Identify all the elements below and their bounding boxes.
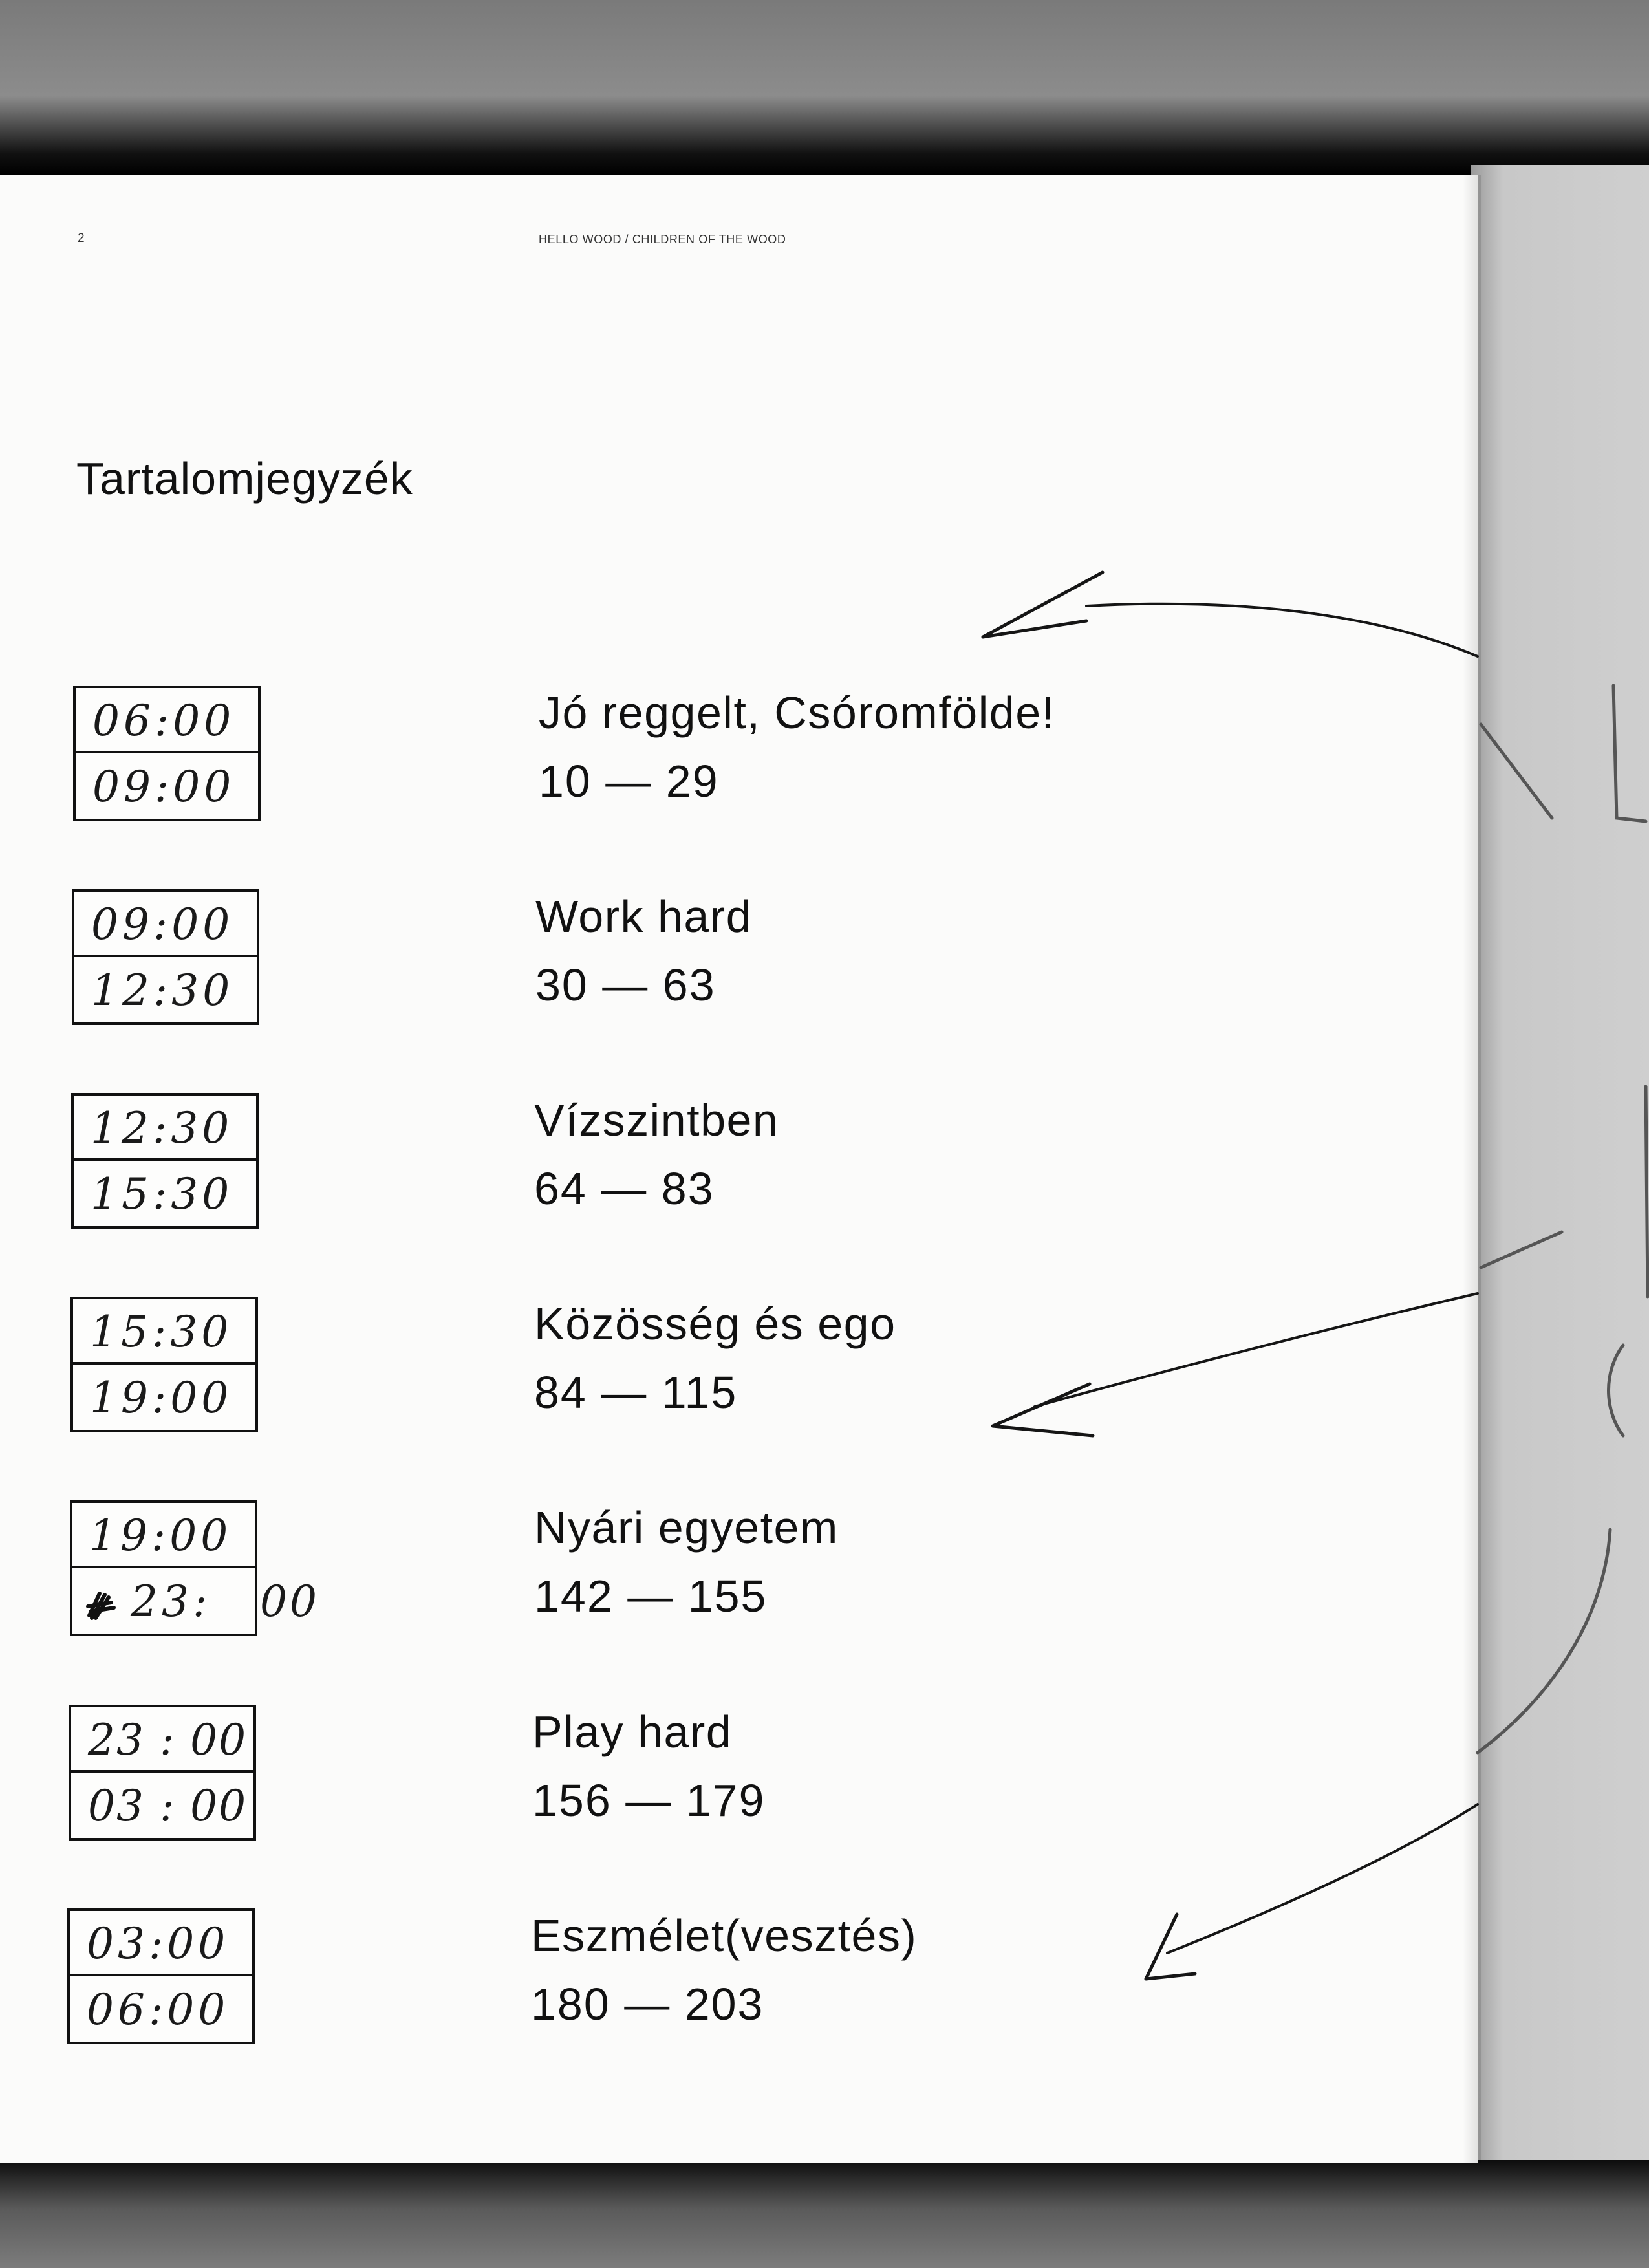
time-start: 03:00 [70,1911,252,1976]
time-end: 03 : 00 [88,1781,248,1831]
scribbled-out-text [85,1586,124,1625]
time-start: 15:30 [73,1299,255,1365]
chapter-title: Vízszintben [534,1095,779,1145]
chapter-pages: 84 — 115 [534,1367,738,1418]
toc-entry [0,1705,1478,1841]
time-end: 12:30 [91,966,234,1015]
time-end: 09:00 [92,762,235,812]
toc-entry [0,889,1478,1025]
chapter-title: Work hard [535,891,753,942]
chapter-title: Jó reggelt, Csóromfölde! [539,687,1055,738]
time-start: 12:30 [74,1096,256,1161]
toc-entry [0,1297,1478,1432]
time-range-box [73,686,261,821]
time-range-box [71,1093,259,1229]
chapter-title: Play hard [532,1707,733,1757]
time-end: 19:00 [90,1373,233,1423]
chapter-pages: 142 — 155 [534,1571,768,1621]
chapter-pages: 64 — 83 [534,1163,715,1214]
chapter-title: Eszmélet(vesztés) [531,1910,918,1961]
time-range-box [67,1908,255,2044]
page-title: Tartalomjegyzék [76,453,413,504]
page-number: 2 [78,232,85,245]
chapter-title: Nyári egyetem [534,1502,839,1553]
time-end-value: 23: [131,1577,211,1626]
time-end-overflow: 00 [260,1577,319,1626]
chapter-pages: 10 — 29 [539,756,719,806]
toc-entry [0,1908,1478,2044]
time-range-box [70,1297,258,1432]
chapter-pages: 156 — 179 [532,1775,766,1826]
time-range-box [72,889,259,1025]
chapter-pages: 180 — 203 [531,1979,764,2029]
time-start: 19:00 [72,1503,255,1568]
toc-entry [0,686,1478,821]
chapter-title: Közösség és ego [534,1299,896,1349]
facing-page-edge [1471,165,1649,2163]
time-end [72,1569,255,1634]
time-start: 09:00 [74,892,257,957]
time-end: 15:30 [91,1169,233,1219]
chapter-pages: 30 — 63 [535,960,716,1010]
scanner-background-bottom [0,2160,1649,2268]
time-range-box [69,1705,256,1841]
toc-entry [0,1093,1478,1229]
time-range-box [70,1500,257,1636]
time-start: 23 : 00 [71,1707,253,1773]
time-start: 06:00 [76,688,258,753]
toc-entry [0,1500,1478,1636]
running-header: HELLO WOOD / CHILDREN OF THE WOOD [539,233,786,246]
time-end: 06:00 [87,1985,230,2035]
scanner-background-top [0,0,1649,175]
